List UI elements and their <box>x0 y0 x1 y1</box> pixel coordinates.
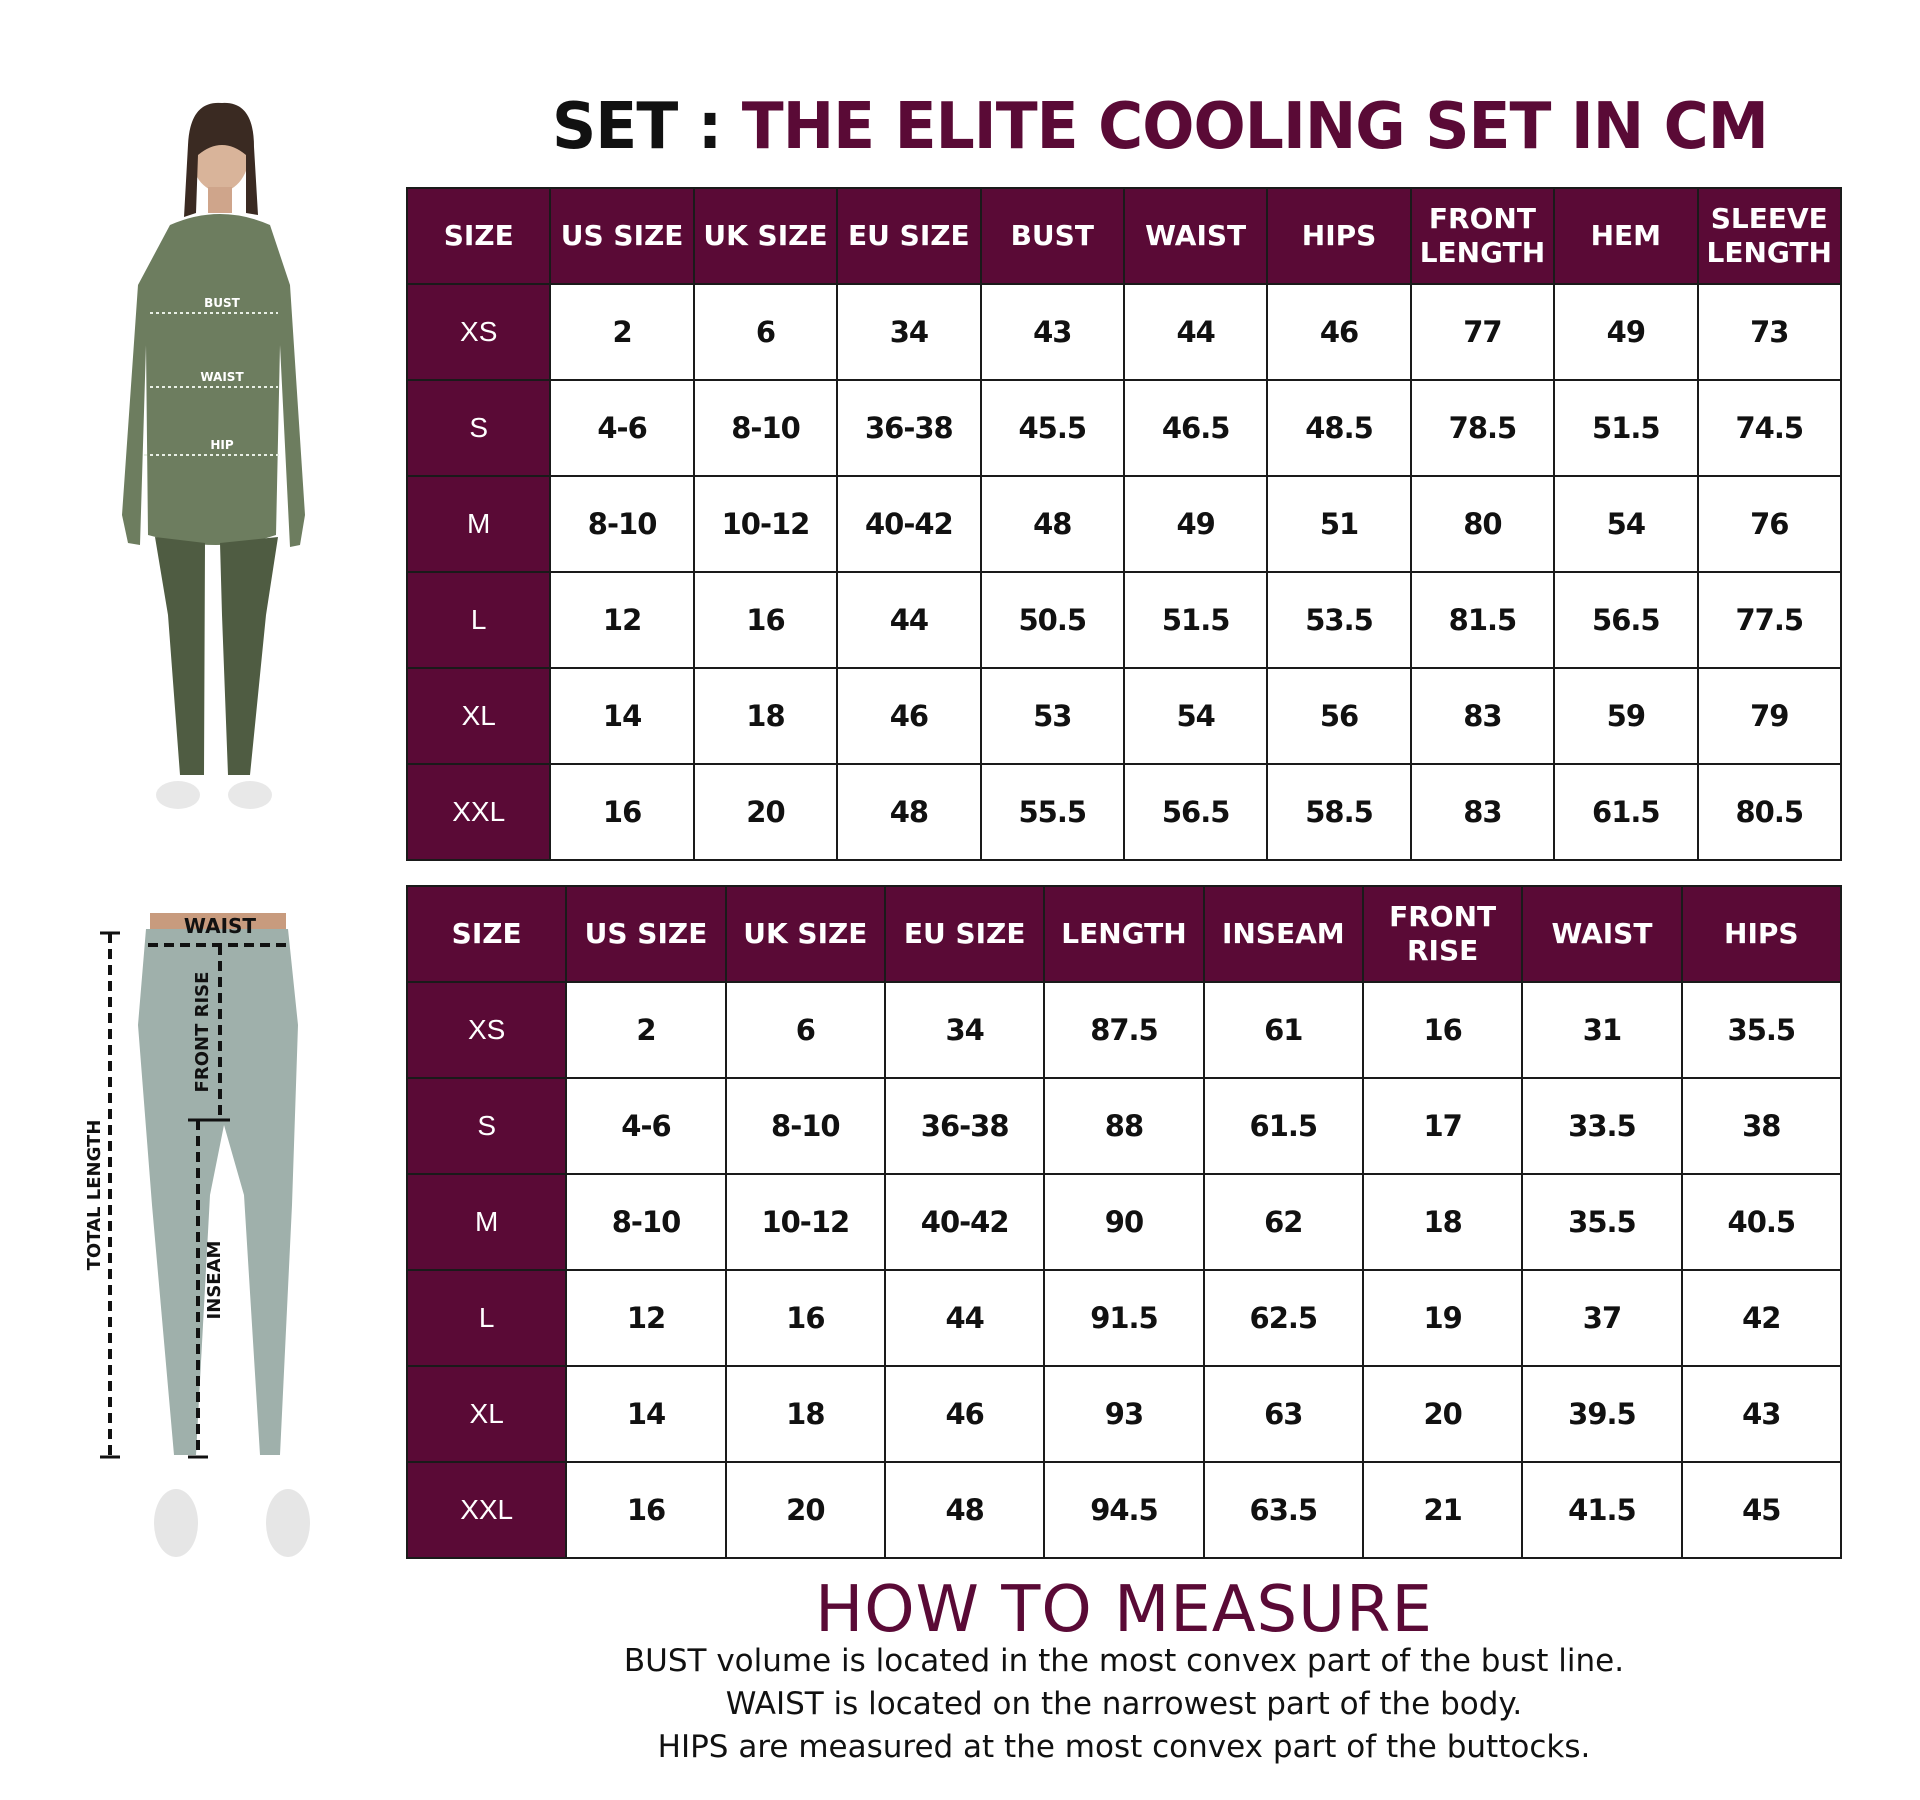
size-label-cell: XS <box>407 284 550 380</box>
table-cell: 20 <box>694 764 837 860</box>
table-cell: 48 <box>981 476 1124 572</box>
bottom-table-header-1: US SIZE <box>566 886 725 982</box>
table-cell: 73 <box>1698 284 1841 380</box>
table-cell: 46 <box>1267 284 1410 380</box>
table-cell: 40-42 <box>837 476 980 572</box>
table-cell: 12 <box>550 572 693 668</box>
waist-label: WAIST <box>200 370 244 384</box>
table-cell: 18 <box>1363 1174 1522 1270</box>
table-cell: 56 <box>1267 668 1410 764</box>
table-cell: 16 <box>566 1462 725 1558</box>
table-cell: 49 <box>1554 284 1697 380</box>
table-cell: 16 <box>694 572 837 668</box>
table-cell: 46 <box>885 1366 1044 1462</box>
table-cell: 91.5 <box>1044 1270 1203 1366</box>
table-cell: 33.5 <box>1522 1078 1681 1174</box>
table-cell: 44 <box>837 572 980 668</box>
table-cell: 8-10 <box>694 380 837 476</box>
table-cell: 87.5 <box>1044 982 1203 1078</box>
how-to-measure-heading: HOW TO MEASURE <box>815 1573 1433 1647</box>
table-cell: 77.5 <box>1698 572 1841 668</box>
table-cell: 18 <box>694 668 837 764</box>
left-shoe <box>156 781 200 809</box>
table-cell: 48.5 <box>1267 380 1410 476</box>
table-cell: 51.5 <box>1554 380 1697 476</box>
table-cell: 12 <box>566 1270 725 1366</box>
table-cell: 39.5 <box>1522 1366 1681 1462</box>
table-row <box>407 1270 1841 1366</box>
table-cell: 41.5 <box>1522 1462 1681 1558</box>
size-label-cell: XL <box>407 1366 566 1462</box>
bottom-table-header-row <box>407 886 1841 982</box>
table-cell: 40-42 <box>885 1174 1044 1270</box>
table-cell: 34 <box>837 284 980 380</box>
top-model-figure <box>100 95 330 875</box>
size-label-cell: XL <box>407 668 550 764</box>
table-cell: 78.5 <box>1411 380 1554 476</box>
table-cell: 54 <box>1124 668 1267 764</box>
table-row <box>407 1078 1841 1174</box>
hip-label: HIP <box>210 438 234 452</box>
table-cell: 46 <box>837 668 980 764</box>
bottom-table-header-7: WAIST <box>1522 886 1681 982</box>
table-cell: 35.5 <box>1522 1174 1681 1270</box>
table-cell: 40.5 <box>1682 1174 1841 1270</box>
table-cell: 18 <box>726 1366 885 1462</box>
neck-shape <box>208 187 232 213</box>
top-table-header-6: HIPS <box>1267 188 1410 284</box>
waist-diagram-label: WAIST <box>183 914 257 938</box>
table-cell: 51.5 <box>1124 572 1267 668</box>
table-cell: 63.5 <box>1204 1462 1363 1558</box>
table-cell: 53.5 <box>1267 572 1410 668</box>
table-cell: 53 <box>981 668 1124 764</box>
table-cell: 80.5 <box>1698 764 1841 860</box>
top-table-header-1: US SIZE <box>550 188 693 284</box>
table-cell: 36-38 <box>837 380 980 476</box>
table-cell: 21 <box>1363 1462 1522 1558</box>
table-cell: 56.5 <box>1124 764 1267 860</box>
table-cell: 51 <box>1267 476 1410 572</box>
inseam-label: INSEAM <box>204 1240 225 1320</box>
table-cell: 20 <box>726 1462 885 1558</box>
table-cell: 74.5 <box>1698 380 1841 476</box>
table-cell: 46.5 <box>1124 380 1267 476</box>
table-cell: 59 <box>1554 668 1697 764</box>
table-cell: 49 <box>1124 476 1267 572</box>
top-table-header-0: SIZE <box>407 188 550 284</box>
title-prefix: SET : <box>552 90 722 164</box>
table-row <box>407 668 1841 764</box>
size-label-cell: XS <box>407 982 566 1078</box>
table-cell: 44 <box>885 1270 1044 1366</box>
table-cell: 42 <box>1682 1270 1841 1366</box>
table-cell: 61 <box>1204 982 1363 1078</box>
right-shoe <box>228 781 272 809</box>
table-cell: 77 <box>1411 284 1554 380</box>
table-cell: 38 <box>1682 1078 1841 1174</box>
table-cell: 76 <box>1698 476 1841 572</box>
table-row <box>407 476 1841 572</box>
table-cell: 4-6 <box>550 380 693 476</box>
waist-instruction: WAIST is located on the narrowest part of the body. <box>725 1686 1523 1722</box>
bust-label: BUST <box>204 296 240 310</box>
top-table-header-4: BUST <box>981 188 1124 284</box>
table-cell: 36-38 <box>885 1078 1044 1174</box>
bottom-table-header-5: INSEAM <box>1204 886 1363 982</box>
bottom-table-header-8: HIPS <box>1682 886 1841 982</box>
table-cell: 16 <box>550 764 693 860</box>
table-row <box>407 572 1841 668</box>
bust-instruction: BUST volume is located in the most convex part of the bust line. <box>623 1643 1625 1679</box>
size-label-cell: S <box>407 380 550 476</box>
table-cell: 16 <box>726 1270 885 1366</box>
table-cell: 14 <box>566 1366 725 1462</box>
top-table-header-row <box>407 188 1841 284</box>
top-table-header-7: FRONT LENGTH <box>1411 188 1554 284</box>
table-cell: 48 <box>885 1462 1044 1558</box>
bottom-table-header-0: SIZE <box>407 886 566 982</box>
bottom-size-table <box>406 885 1842 1559</box>
size-label-cell: L <box>407 1270 566 1366</box>
size-label-cell: M <box>407 1174 566 1270</box>
table-cell: 35.5 <box>1682 982 1841 1078</box>
table-cell: 16 <box>1363 982 1522 1078</box>
table-cell: 34 <box>885 982 1044 1078</box>
table-row <box>407 1366 1841 1462</box>
size-label-cell: L <box>407 572 550 668</box>
bottom-table-header-2: UK SIZE <box>726 886 885 982</box>
top-table-header-2: UK SIZE <box>694 188 837 284</box>
table-cell: 8-10 <box>726 1078 885 1174</box>
table-cell: 88 <box>1044 1078 1203 1174</box>
total-length-label: TOTAL LENGTH <box>84 1119 105 1271</box>
table-row <box>407 1174 1841 1270</box>
leggings-shape <box>155 537 278 775</box>
table-cell: 48 <box>837 764 980 860</box>
table-cell: 80 <box>1411 476 1554 572</box>
top-table-header-3: EU SIZE <box>837 188 980 284</box>
table-row <box>407 380 1841 476</box>
bottom-table-header-6: FRONT RISE <box>1363 886 1522 982</box>
top-table-header-8: HEM <box>1554 188 1697 284</box>
table-cell: 54 <box>1554 476 1697 572</box>
table-cell: 45 <box>1682 1462 1841 1558</box>
hips-instruction: HIPS are measured at the most convex part of the buttocks. <box>657 1729 1591 1765</box>
leggings-figure <box>80 905 340 1595</box>
table-cell: 31 <box>1522 982 1681 1078</box>
table-cell: 37 <box>1522 1270 1681 1366</box>
top-table-header-9: SLEEVE LENGTH <box>1698 188 1841 284</box>
left-shoe <box>154 1489 198 1557</box>
front-rise-label: FRONT RISE <box>192 971 213 1093</box>
table-cell: 2 <box>566 982 725 1078</box>
size-label-cell: XXL <box>407 764 550 860</box>
top-table-header-5: WAIST <box>1124 188 1267 284</box>
table-cell: 63 <box>1204 1366 1363 1462</box>
table-cell: 43 <box>981 284 1124 380</box>
table-row <box>407 1462 1841 1558</box>
table-cell: 14 <box>550 668 693 764</box>
table-cell: 93 <box>1044 1366 1203 1462</box>
table-cell: 8-10 <box>550 476 693 572</box>
right-shoe <box>266 1489 310 1557</box>
table-cell: 61.5 <box>1204 1078 1363 1174</box>
title-main: THE ELITE COOLING SET IN CM <box>741 90 1768 164</box>
table-cell: 17 <box>1363 1078 1522 1174</box>
table-cell: 20 <box>1363 1366 1522 1462</box>
table-cell: 43 <box>1682 1366 1841 1462</box>
table-cell: 4-6 <box>566 1078 725 1174</box>
table-cell: 19 <box>1363 1270 1522 1366</box>
table-cell: 62 <box>1204 1174 1363 1270</box>
table-cell: 10-12 <box>694 476 837 572</box>
table-cell: 56.5 <box>1554 572 1697 668</box>
table-cell: 6 <box>694 284 837 380</box>
table-cell: 90 <box>1044 1174 1203 1270</box>
table-row <box>407 284 1841 380</box>
bottom-table-header-3: EU SIZE <box>885 886 1044 982</box>
top-size-table <box>406 187 1842 861</box>
table-cell: 58.5 <box>1267 764 1410 860</box>
table-cell: 94.5 <box>1044 1462 1203 1558</box>
size-label-cell: XXL <box>407 1462 566 1558</box>
table-cell: 44 <box>1124 284 1267 380</box>
table-cell: 79 <box>1698 668 1841 764</box>
bottom-table-header-4: LENGTH <box>1044 886 1203 982</box>
table-cell: 61.5 <box>1554 764 1697 860</box>
table-cell: 50.5 <box>981 572 1124 668</box>
page-title <box>430 90 1889 164</box>
size-label-cell: M <box>407 476 550 572</box>
table-row <box>407 982 1841 1078</box>
size-label-cell: S <box>407 1078 566 1174</box>
table-cell: 83 <box>1411 764 1554 860</box>
table-cell: 81.5 <box>1411 572 1554 668</box>
table-cell: 2 <box>550 284 693 380</box>
table-cell: 55.5 <box>981 764 1124 860</box>
table-cell: 6 <box>726 982 885 1078</box>
table-cell: 8-10 <box>566 1174 725 1270</box>
table-cell: 45.5 <box>981 380 1124 476</box>
table-cell: 83 <box>1411 668 1554 764</box>
table-cell: 10-12 <box>726 1174 885 1270</box>
leggings-body <box>138 929 298 1455</box>
table-row <box>407 764 1841 860</box>
table-cell: 62.5 <box>1204 1270 1363 1366</box>
